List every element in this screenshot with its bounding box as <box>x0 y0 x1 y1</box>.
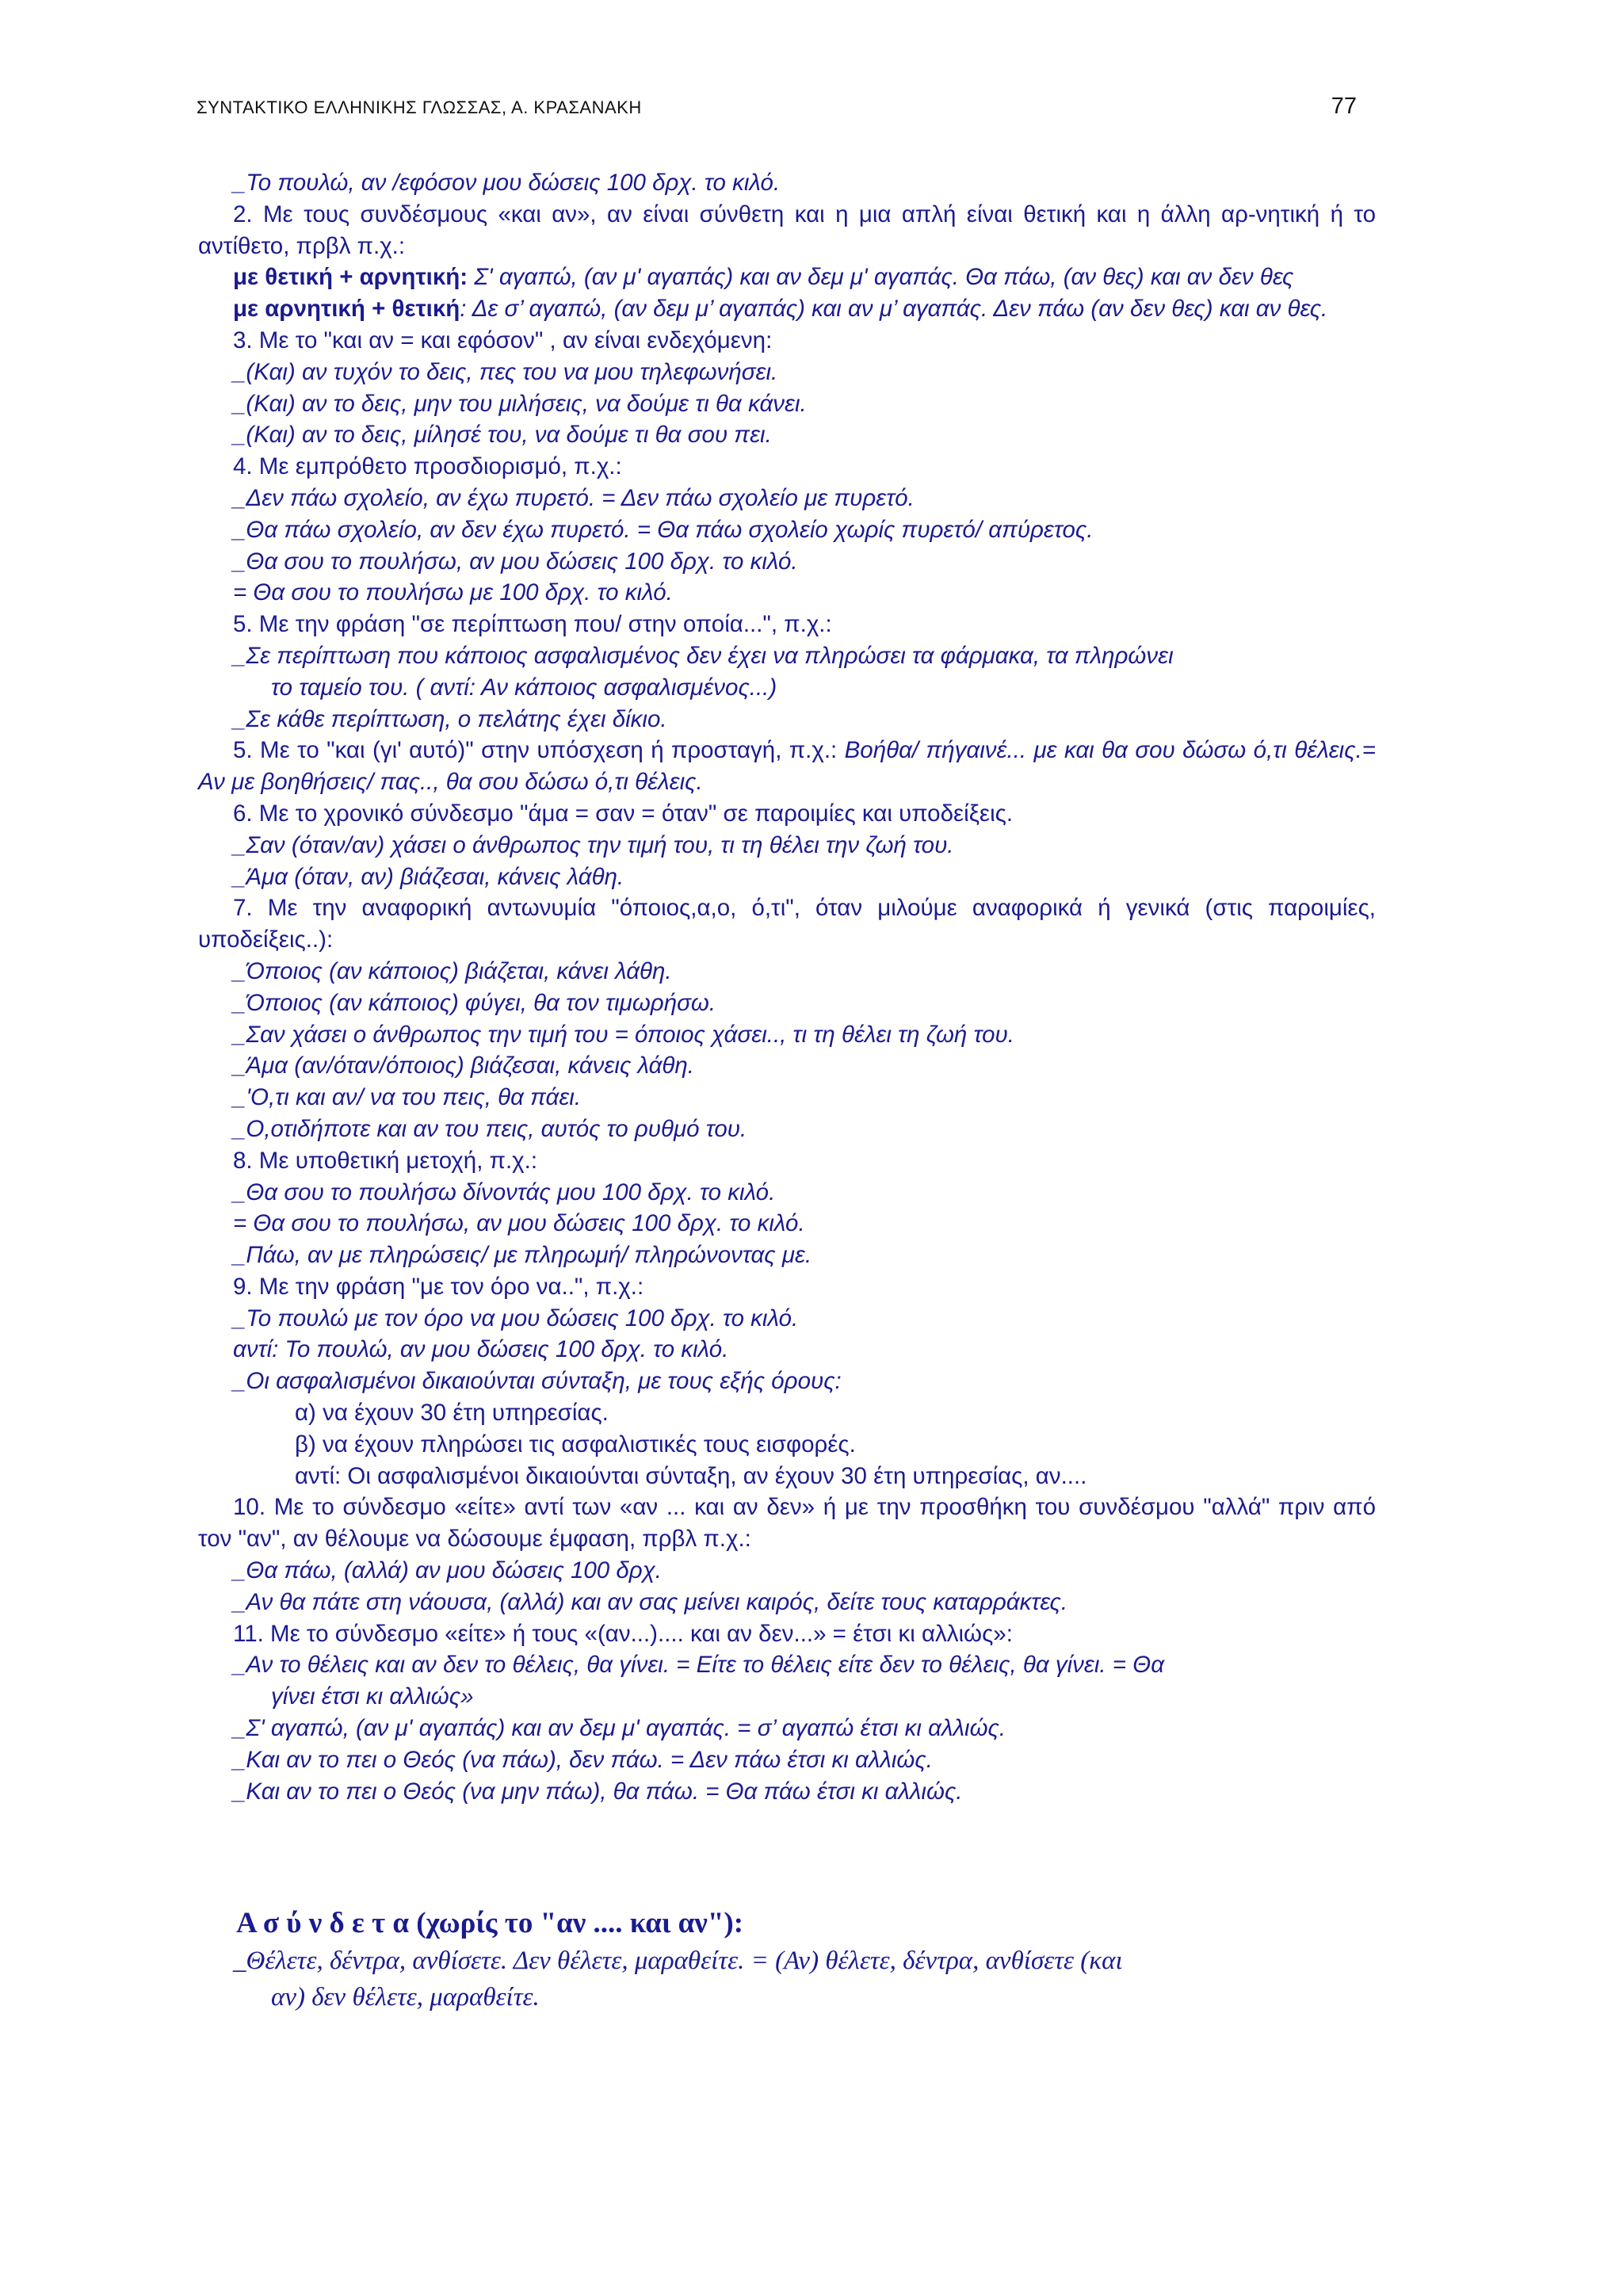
example-line: _Το πουλώ με τον όρο να μου δώσεις 100 δρχ. το κιλό. <box>233 1305 799 1331</box>
condition-item: α) να έχουν 30 έτη υπηρεσίας. <box>295 1400 609 1427</box>
rule-line: 5. Με την φράση "σε περίπτωση που/ στην οποία...", π.χ.: <box>233 611 832 638</box>
running-title: ΣΥΝΤΑΚΤΙΚΟ ΕΛΛΗΝΙΚΗΣ ΓΛΩΣΣΑΣ, Α. ΚΡΑΣΑΝΑΚΗ <box>197 97 642 117</box>
example-text: Βοήθα/ πήγαινέ... με και θα σου δώσω ό,τι θέλεις.= Αν με βοηθήσεις/ πας.., θα σου δώσω ό,τι θέλεις. <box>198 737 1376 796</box>
example-text: _Αν το θέλεις και αν δεν το θέλεις, θα γίνει. = Είτε το θέλεις είτε δεν το θέλεις, θα γίνει. = Θα <box>233 1652 1165 1679</box>
example-continuation: γίνει έτσι κι αλλιώς» <box>271 1683 474 1710</box>
example-line <box>198 640 1376 704</box>
example-line: _Σαν (όταν/αν) χάσει ο άνθρωπος την τιμή του, τι τη θέλει την ζωή του. <box>233 831 954 858</box>
example-line: _Όποιος (αν κάποιος) φύγει, θα τον τιμωρήσω. <box>233 989 716 1016</box>
rule-line: 9. Με την φράση "με τον όρο να..", π.χ.: <box>233 1273 644 1300</box>
condition-item: αντί: Οι ασφαλισμένοι δικαιούνται σύνταξη, αν έχουν 30 έτη υπηρεσίας, αν.... <box>295 1462 1087 1489</box>
rule-paragraph <box>198 735 1376 798</box>
example-paragraph <box>198 262 1376 293</box>
example-line: _Σαν χάσει ο άνθρωπος την τιμή του = όποιος χάσει.., τι τη θέλει τη ζωή του. <box>233 1021 1014 1048</box>
bold-label: με θετική + αρνητική: <box>233 264 468 291</box>
bold-label: με αρνητική + θετική <box>233 296 460 323</box>
rule-paragraph: 10. Με το σύνδεσμο «είτε» αντί των «αν ... και αν δεν» ή με την προσθήκη του συνδέσμου "αλλά" πριν από τον "αν", αν θέλουμε να δώσουμε έμφαση, πρβλ π.χ.: <box>198 1494 1376 1553</box>
rule-paragraph: 2. Με τους συνδέσμους «και αν», αν είναι σύνθετη και η μια απλή είναι θετική και η άλλη αρ-νητική ή το αντίθετο, πρβλ π.χ.: <box>198 201 1376 259</box>
example-line <box>198 1649 1376 1713</box>
example-line: _Άμα (αν/όταν/όποιος) βιάζεσαι, κάνεις λάθη. <box>233 1052 694 1079</box>
example-text: : Δε σ’ αγαπώ, (αν δεμ μ’ αγαπάς) και αν μ’ αγαπάς. Δεν πάω (αν δεν θες) και αν θες. <box>460 296 1328 323</box>
example-line: _(Και) αν τυχόν το δεις, πες του να μου τηλεφωνήσει. <box>233 358 778 385</box>
example-line: _Και αν το πει ο Θεός (να μην πάω), θα πάω. = Θα πάω έτσι κι αλλιώς. <box>233 1778 963 1805</box>
rule-line: 3. Με το "και αν = και εφόσον" , αν είναι ενδεχόμενη: <box>233 327 773 353</box>
example-line: _Θα σου το πουλήσω δίνοντάς μου 100 δρχ. το κιλό. <box>233 1179 776 1205</box>
asyndeta-section <box>198 1904 1376 2015</box>
page-body <box>198 167 1376 1807</box>
section-example <box>198 1943 1376 2015</box>
condition-item: β) να έχουν πληρώσει τις ασφαλιστικές τους εισφορές. <box>295 1431 856 1457</box>
example-paragraph <box>198 293 1376 325</box>
example-line: _Θα πάω σχολείο, αν δεν έχω πυρετό. = Θα πάω σχολείο χωρίς πυρετό/ απύρετος. <box>233 516 1094 543</box>
example-continuation: το ταμείο του. ( αντί: Αν κάποιος ασφαλισμένος...) <box>271 674 777 701</box>
rule-paragraph: 7. Με την αναφορική αντωνυμία "όποιος,α,ο, ό,τι", όταν μιλούμε αναφορικά ή γενικά (στις παροιμίες, υποδείξεις..): <box>198 895 1376 953</box>
example-text: _Σε περίπτωση που κάποιος ασφαλισμένος δεν έχει να πληρώσει τα φάρμακα, τα πληρώνει <box>233 642 1174 669</box>
rule-line: 4. Με εμπρόθετο προσδιορισμό, π.χ.: <box>233 453 622 480</box>
rule-line: 6. Με το χρονικό σύνδεσμο "άμα = σαν = όταν" σε παροιμίες και υποδείξεις. <box>233 800 1014 827</box>
example-line: _Όποιος (αν κάποιος) βιάζεται, κάνει λάθη. <box>233 957 672 984</box>
example-line: _Ο,οτιδήποτε και αν του πεις, αυτός το ρυθμό του. <box>233 1115 747 1142</box>
example-line: = Θα σου το πουλήσω με 100 δρχ. το κιλό. <box>233 579 673 606</box>
rule-line: 11. Με το σύνδεσμο «είτε» ή τους «(αν...).... και αν δεν...» = έτσι κι αλλιώς»: <box>233 1620 1013 1647</box>
rule-line: 8. Με υποθετική μετοχή, π.χ.: <box>233 1147 538 1174</box>
example-line: _Και αν το πει ο Θεός (να πάω), δεν πάω. = Δεν πάω έτσι κι αλλιώς. <box>233 1746 933 1773</box>
example-line: _Σε κάθε περίπτωση, ο πελάτης έχει δίκιο. <box>233 705 667 732</box>
example-line: αντί: Το πουλώ, αν μου δώσεις 100 δρχ. το κιλό. <box>233 1336 729 1363</box>
example-line: _Θα πάω, (αλλά) αν μου δώσεις 100 δρχ. <box>233 1557 662 1584</box>
example-line: _Πάω, αν με πληρώσεις/ με πληρωμή/ πληρώνοντας με. <box>233 1242 812 1269</box>
example-line: _Αν θα πάτε στη νάουσα, (αλλά) και αν σας μείνει καιρός, δείτε τους καταρράκτες. <box>233 1588 1068 1615</box>
example-text: Σ' αγαπώ, (αν μ' αγαπάς) και αν δεμ μ' αγαπάς. Θα πάω, (αν θες) και αν δεν θες <box>468 264 1294 291</box>
example-continuation: αν) δεν θέλετε, μαραθείτε. <box>271 1983 540 2011</box>
example-line: = Θα σου το πουλήσω, αν μου δώσεις 100 δρχ. το κιλό. <box>233 1210 805 1237</box>
example-text: _Θέλετε, δέντρα, ανθίσετε. Δεν θέλετε, μαραθείτε. = (Αν) θέλετε, δέντρα, ανθίσετε (και <box>233 1946 1123 1975</box>
rule-text: 5. Με το "και (γι' αυτό)" στην υπόσχεση ή προσταγή, π.χ.: <box>233 737 845 764</box>
example-line: _Θα σου το πουλήσω, αν μου δώσεις 100 δρχ. το κιλό. <box>233 548 798 575</box>
section-heading: Α σ ύ ν δ ε τ α (χωρίς το "αν .... και αν"): <box>236 1907 744 1939</box>
example-line: _'Ο,τι και αν/ να του πεις, θα πάει. <box>233 1084 582 1111</box>
example-line: _Σ' αγαπώ, (αν μ' αγαπάς) και αν δεμ μ' αγαπάς. = σ’ αγαπώ έτσι κι αλλιώς. <box>233 1715 1006 1742</box>
example-line: _Δεν πάω σχολείο, αν έχω πυρετό. = Δεν πάω σχολείο με πυρετό. <box>233 484 915 511</box>
example-line: _(Και) αν το δεις, μίλησέ του, να δούμε τι θα σου πει. <box>233 422 772 449</box>
page-header <box>197 94 1363 120</box>
example-line: _Το πουλώ, αν /εφόσον μου δώσεις 100 δρχ. το κιλό. <box>233 170 781 196</box>
example-line: _(Και) αν το δεις, μην του μιλήσεις, να δούμε τι θα κάνει. <box>233 390 807 417</box>
example-line: _Άμα (όταν, αν) βιάζεσαι, κάνεις λάθη. <box>233 863 624 890</box>
example-line: _Οι ασφαλισμένοι δικαιούνται σύνταξη, με τους εξής όρους: <box>233 1368 842 1395</box>
page-number: 77 <box>1331 94 1357 119</box>
